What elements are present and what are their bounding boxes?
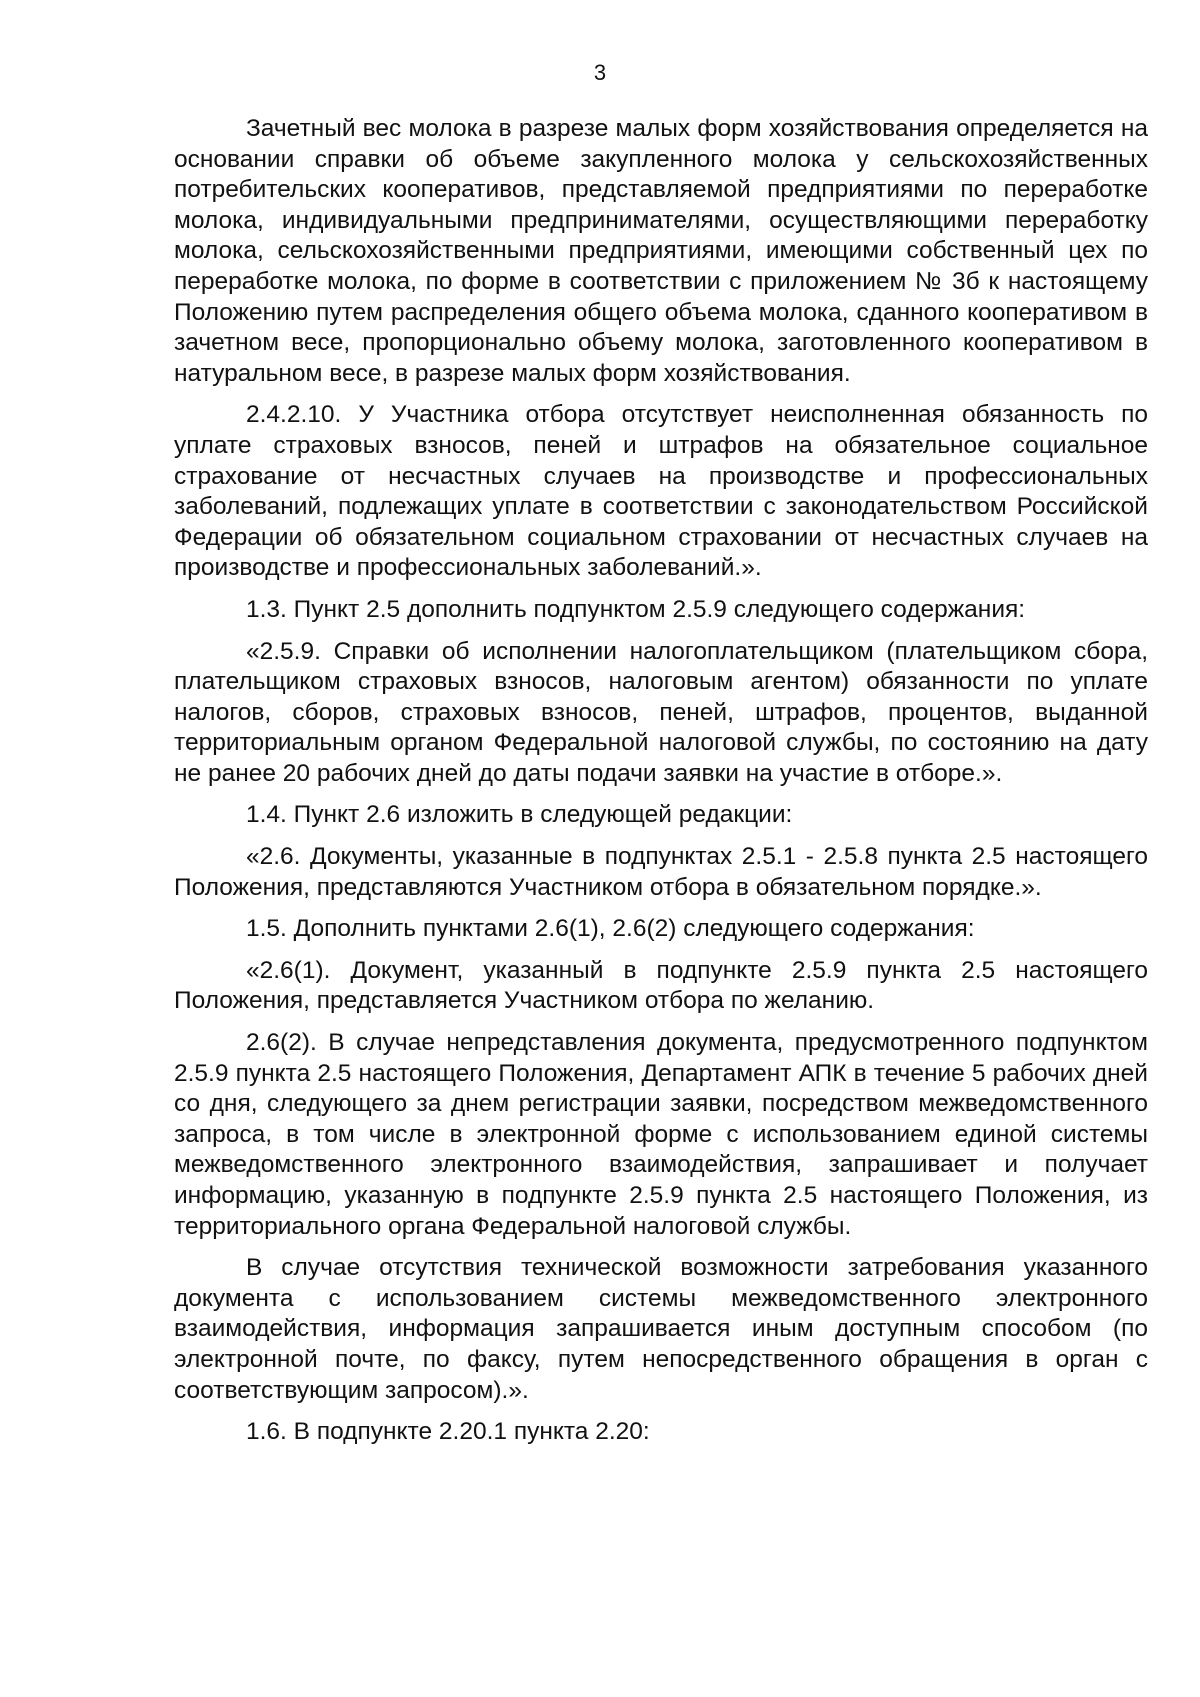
- paragraph-zachetny-ves: Зачетный вес молока в разрезе малых форм хозяйствования определяется на основании справки об объеме закупленного молока у сельскохозяйственных потребительских кооперативов, представляемой предприятиями по переработке молока, индивидуальными предпринимателями, осуществляющими переработку молока, сельскохозяйственными предприятиями, имеющими собственный цех по переработке молока, по форме в соответствии с приложением № 3б к настоящему Положению путем распределения общего объема молока, сданного кооперативом в зачетном весе, пропорционально объему молока, заготовленного кооперативом в натуральном весе, в разрезе малых форм хозяйствования.: [174, 115, 1148, 387]
- paragraph-1-4: 1.4. Пункт 2.6 изложить в следующей редакции:: [246, 801, 793, 829]
- paragraph-2-6-2: 2.6(2). В случае непредставления документа, предусмотренного подпунктом 2.5.9 пункта 2.5 настоящего Положения, Департамент АПК в течение 5 рабочих дней со дня, следующего за днем регистрации заявки, посредством межведомственного запроса, в том числе в электронной форме с использованием единой системы межведомственного электронного взаимодействия, запрашивает и получает информацию, указанную в подпункте 2.5.9 пункта 2.5 настоящего Положения, из территориального органа Федеральной налоговой службы.: [174, 1029, 1148, 1240]
- paragraph-2-4-2-10: 2.4.2.10. У Участника отбора отсутствует неисполненная обязанность по уплате страховых взносов, пеней и штрафов на обязательное социальное страхование от несчастных случаев на производстве и профессиональных заболеваний, подлежащих уплате в соответствии с законодательством Российской Федерации об обязательном социальном страховании от несчастных случаев на производстве и профессиональных заболеваний.».: [174, 401, 1148, 582]
- paragraph-2-6: «2.6. Документы, указанные в подпунктах 2.5.1 - 2.5.8 пункта 2.5 настоящего Положения, представляются Участником отбора в обязательном порядке.».: [174, 843, 1148, 901]
- document-body: [174, 114, 1148, 1459]
- paragraph-no-technical-possibility: В случае отсутствия технической возможности затребования указанного документа с использованием системы межведомственного электронного взаимодействия, информация запрашивается иным доступным способом (по электронной почте, по факсу, путем непосредственного обращения в орган с соответствующим запросом).».: [174, 1254, 1148, 1404]
- paragraph-2-5-9: «2.5.9. Справки об исполнении налогоплательщиком (плательщиком сбора, плательщиком страховых взносов, налоговым агентом) обязанности по уплате налогов, сборов, страховых взносов, пеней, штрафов, процентов, выданной территориальным органом Федеральной налоговой службы, по состоянию на дату не ранее 20 рабочих дней до даты подачи заявки на участие в отборе.».: [174, 637, 1148, 787]
- paragraph-1-6: 1.6. В подпункте 2.20.1 пункта 2.20:: [246, 1418, 650, 1446]
- paragraph-1-5: 1.5. Дополнить пунктами 2.6(1), 2.6(2) следующего содержания:: [246, 915, 975, 943]
- page-number: 3: [593, 60, 607, 85]
- paragraph-2-6-1: «2.6(1). Документ, указанный в подпункте 2.5.9 пункта 2.5 настоящего Положения, представляется Участником отбора по желанию.: [174, 956, 1148, 1015]
- paragraph-1-3: 1.3. Пункт 2.5 дополнить подпунктом 2.5.9 следующего содержания:: [246, 595, 1026, 623]
